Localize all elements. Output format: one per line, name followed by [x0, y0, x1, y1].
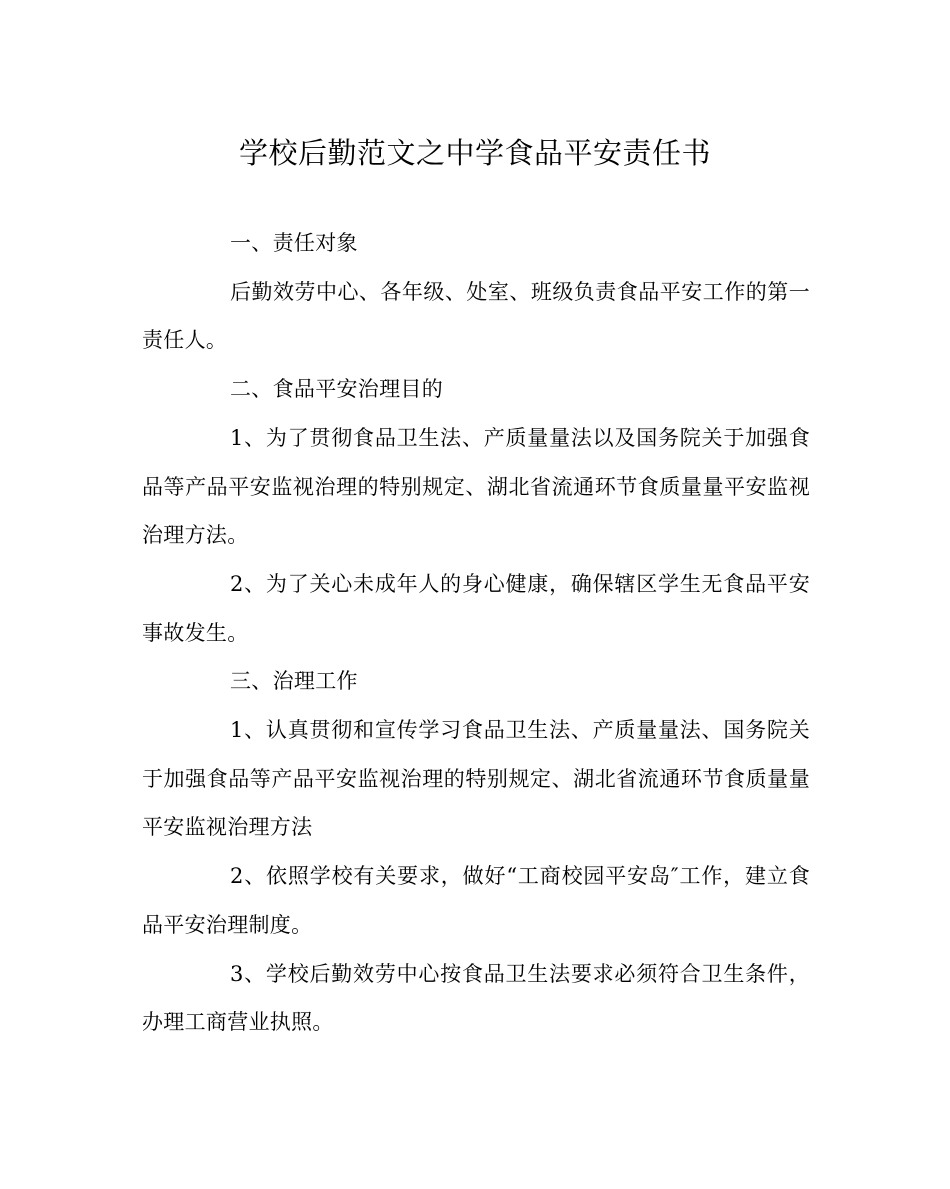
section-heading-management-work: 三、治理工作	[230, 669, 358, 694]
section-heading-responsibility-target: 一、责任对象	[230, 231, 358, 255]
paragraph-purpose-2: 2、为了关心未成年人的身心健康，确保辖区学生无食品平安事故发生。	[142, 571, 810, 645]
document-title: 学校后勤范文之中学食品平安责任书	[238, 136, 711, 170]
paragraph-purpose-1: 1、为了贯彻食品卫生法、产质量量法以及国务院关于加强食品等产品平安监视治理的特别规定、湖北省流通环节食质量量平安监视治理方法。	[142, 425, 810, 548]
paragraph-responsible-persons: 后勤效劳中心、各年级、处室、班级负责食品平安工作的第一责任人。	[142, 279, 810, 353]
document-body	[142, 219, 810, 1047]
section-heading-management-purpose: 二、食品平安治理目的	[230, 377, 443, 402]
paragraph-work-3: 3、学校后勤效劳中心按食品卫生法要求必须符合卫生条件，办理工商营业执照。	[142, 961, 810, 1035]
paragraph-work-2: 2、依照学校有关要求，做好“工商校园平安岛″工作，建立食品平安治理制度。	[142, 864, 810, 937]
paragraph-work-1: 1、认真贯彻和宣传学习食品卫生法、产质量量法、国务院关于加强食品等产品平安监视治理的特别规定、湖北省流通环节食质量量平安监视治理方法	[142, 718, 810, 840]
